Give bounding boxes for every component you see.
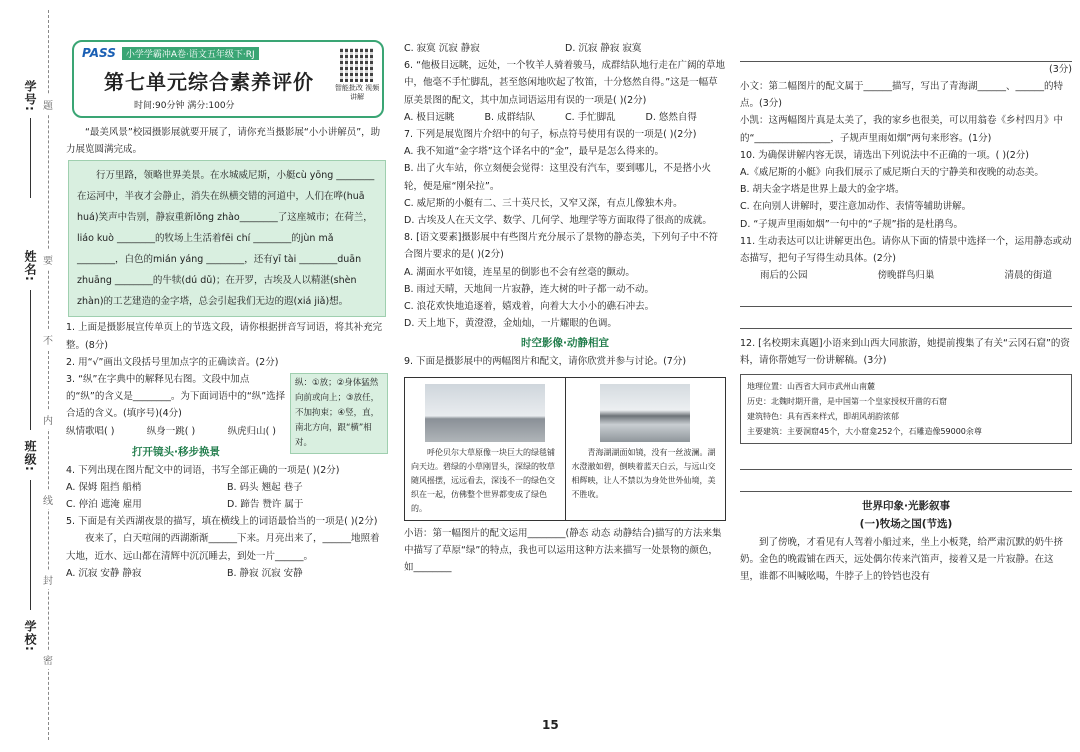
photo-card-lake <box>566 378 726 520</box>
qr-caption: 智能批改 视频讲解 <box>334 84 380 101</box>
question-6: 6. “他极目远眺，远处，一个牧羊人骑着骏马，成群结队地行走在广阔的草地中，他毫不手忙脚乱，甚至悠闲地吹起了牧笛，十分悠然自得。”这是一幅草原美景图的配文，其中加点词语运用有误的一项是( )(2分) <box>404 60 726 106</box>
q3-words <box>66 423 286 441</box>
answer-line <box>740 307 1072 329</box>
question-12: 12. [名校期末真题]小语来到山西大同旅游，她提前搜集了有关“云冈石窟”的资料，请你帮她写一份讲解稿。(3分) <box>740 338 1070 367</box>
q5-options-row <box>66 565 388 582</box>
option: B. 雨过天晴，天地间一片寂静，连大树的叶子都一动不动。 <box>404 283 655 295</box>
scene-option: 雨后的公园 <box>760 270 808 282</box>
option: A.《威尼斯的小艇》向我们展示了威尼斯白天的宁静美和夜晚的动态美。 <box>740 167 1044 179</box>
section-heading: 时空影像·动静相宜 <box>521 337 609 350</box>
question-4: 4. 下列出现在图片配文中的词语，书写全部正确的一项是( )(2分) <box>66 464 340 476</box>
answer-line <box>740 40 1072 62</box>
dictionary-note: 纵：①放；②身体猛然向前或向上；③放任，不加拘束；④竖，直，南北方向，跟“横”相对。 <box>290 373 388 454</box>
option: C. 威尼斯的小艇有二、三十英尺长，又窄又深，有点儿像独木舟。 <box>404 197 683 209</box>
q4-options-row <box>66 479 388 496</box>
brand-logo: PASS <box>82 46 116 60</box>
option: B. 胡夫金字塔是世界上最大的金字塔。 <box>740 184 905 196</box>
option: D. 悠然自得 <box>645 111 697 123</box>
id-label: 学号: <box>23 80 37 112</box>
question-1: 1. 上面是摄影展宣传单页上的节选文段，请你根据拼音写词语，将其补充完整。(8分) <box>66 322 383 351</box>
section-heading: 世界印象·光影叙事 <box>862 499 950 512</box>
photo-caption: 青海湖湖面如镜，没有一丝波澜。湖水澄澈如碧，倒映着蓝天白云，与远山交相辉映，让人不禁以为身处世外仙境，美不胜收。 <box>571 447 716 499</box>
photo-card-grassland <box>405 378 566 520</box>
question-9c: 小凯：这两幅图片真是太美了，我的家乡也很美，可以用翁卷《乡村四月》中的“________________，子规声里雨如烟”两句来形容。(1分) <box>740 115 1064 144</box>
question-9: 9. 下面是摄影展中的两幅图片和配文，请你欣赏并参与讨论。(7分) <box>404 356 687 368</box>
series-label: 小学学霸冲A卷·语文五年级下·RJ <box>122 47 259 60</box>
option: A. 保姆 阻挡 船梢 <box>66 481 142 493</box>
qr-code-overlay <box>340 48 374 82</box>
seal-char: 内 <box>43 410 53 429</box>
info-line: 历史：北魏时期开凿，是中国第一个皇家授权开凿的石窟 <box>747 396 947 406</box>
question-9a: 小语：第一幅图片的配文运用________(静态 动态 动静结合)描写的方法来集中描写了草原“绿”的特点，我也可以运用这种方法来描写一处景物的颜色，如________ <box>404 527 722 574</box>
question-5: 5. 下面是有关西湖夜景的描写，填在横线上的词语最恰当的一项是( )(2分) <box>66 516 378 528</box>
question-10: 10. 为确保讲解内容无误，请选出下列说法中不正确的一项。( )(2分) <box>740 149 1030 161</box>
option: A. 湖面水平如镜，连星星的倒影也不会有丝毫的颤动。 <box>404 266 635 278</box>
q5-options-row <box>404 40 726 57</box>
seal-char: 不 <box>43 330 53 349</box>
header-top <box>82 46 259 60</box>
scene-option: 傍晚群鸟归巢 <box>877 270 935 282</box>
option: A. 极目远眺 <box>404 111 455 123</box>
option: A. 沉寂 安静 静寂 <box>66 567 142 579</box>
question-9b: 小文：第二幅图片的配文属于______描写，写出了青海湖______、______的特点。(3分) <box>740 81 1064 110</box>
school-label: 学校: <box>23 620 37 652</box>
binding-gutter <box>0 0 62 752</box>
option: D. 蹄告 赞许 属于 <box>227 499 304 511</box>
q3-word: 纵身一跳( ) <box>146 425 196 437</box>
seal-char: 要 <box>43 250 53 269</box>
page-number: 15 <box>542 718 559 732</box>
reading-passage: 到了傍晚，才看见有人驾着小船过来，坐上小板凳，给严肃沉默的奶牛挤奶。金色的晚霞铺在西天，远处偶尔传来汽笛声，接着又是一片寂静。在这里，谁都不叫喊吆喝，牛脖子上的铃铛也没有 <box>740 536 1064 583</box>
exam-meta: 时间:90分钟 满分:100分 <box>134 101 235 111</box>
class-label: 班级: <box>23 440 37 472</box>
intro-text: “最美风景”校园摄影展就要开展了，请你充当摄影展“小小讲解员”，助力展览圆满完成。 <box>66 127 381 156</box>
q3-word: 纵情歌唱( ) <box>66 425 115 437</box>
seal-char: 题 <box>43 95 53 114</box>
question-11: 11. 生动表达可以让讲解更出色。请你从下面的情景中选择一个，运用静态或动态描写，把句子写得生动具体。(2分) <box>740 235 1072 265</box>
pinyin-passage: 行万里路，领略世界美景。在水城威尼斯，小艇cù yōng ________在运河中，半夜才会静止，消失在纵横交错的河道中，人们在哗(huā huá)笑声中告别，静寂重新lǒng zhào________了这座城市；在荷兰，liáo kuò ________的牧场上生活着fēi chí ________的jùn mǎ ________，白色的mián yáng ________，还有yī tài ________duān zhuāng ________的牛犊(dú dǔ)；在开罗，古埃及人以精湛(shèn zhàn)的工艺建造的金字塔，总会引起我们无边的遐(xiá jiǎ)想。 <box>68 160 386 317</box>
option: C. 手忙脚乱 <box>565 111 616 123</box>
option: B. 静寂 沉寂 安静 <box>227 567 303 579</box>
seal-dashed-line <box>48 10 49 740</box>
option: B. 出了火车站，你立刻便会觉得：这里没有汽车，要到哪儿，不是搭小火轮，便是雇“刚朵拉”。 <box>404 163 712 192</box>
info-line: 主要建筑：主要洞窟45个，大小窟龛252个，石雕造像59000余尊 <box>747 426 982 436</box>
option: D. 沉寂 静寂 寂寞 <box>565 43 642 54</box>
option: B. 成群结队 <box>484 111 536 123</box>
seal-char: 线 <box>43 490 53 509</box>
q11-scenes <box>740 267 1072 285</box>
name-label: 姓名: <box>23 250 37 282</box>
scene-option: 清晨的街道 <box>1004 270 1052 282</box>
answer-line <box>740 470 1072 492</box>
grassland-photo <box>425 384 545 442</box>
photo-caption: 呼伦贝尔大草原像一块巨大的绿毯铺向天边。碧绿的小草刚冒头，深绿的牧草随风摇摆，远远看去，深浅不一的绿色交织在一起，仿佛整个世界都变成了绿色的。 <box>411 447 555 513</box>
info-line: 地理位置：山西省大同市武州山南麓 <box>747 381 875 391</box>
option: A. 我不知道“金字塔”这个译名中的“金”，最早是怎么得来的。 <box>404 146 665 158</box>
school-line <box>30 560 31 610</box>
option: C. 寂寞 沉寂 静寂 <box>404 43 480 54</box>
column-left <box>66 0 388 752</box>
q5-text: 夜来了，白天喧闹的西湖渐渐______下来。月亮出来了，______地照着大地，近水、远山都在清辉中沉沉睡去，到处一片______。 <box>66 533 380 562</box>
q6-options-row <box>404 109 726 126</box>
score-label: (3分) <box>1049 64 1072 75</box>
question-7: 7. 下列是展览图片介绍中的句子，标点符号使用有误的一项是( )(2分) <box>404 129 697 141</box>
lake-photo <box>600 384 690 442</box>
column-middle <box>404 0 726 752</box>
id-line <box>30 118 31 198</box>
info-box <box>740 374 1072 444</box>
q3-word: 纵虎归山( ) <box>227 425 276 437</box>
answer-line <box>740 285 1072 307</box>
option: C. 在向别人讲解时，要注意加动作、表情等辅助讲解。 <box>740 201 972 213</box>
photo-panel <box>404 377 726 521</box>
option: C. 浪花欢快地追逐着，嬉戏着，向着大大小小的礁石冲去。 <box>404 301 655 313</box>
q4-options-row <box>66 496 388 513</box>
question-8: 8. [语文要素]摄影展中有些图片充分展示了景物的静态美，下列句子中不符合图片要求的是( )(2分) <box>404 232 718 261</box>
option: B. 码头 翘起 巷子 <box>227 481 303 493</box>
column-right <box>740 0 1072 752</box>
option: D. “子规声里雨如烟”一句中的“子规”指的是杜鹃鸟。 <box>740 218 964 230</box>
section-heading: 打开镜头·移步换景 <box>132 445 220 458</box>
name-line <box>30 290 31 430</box>
seal-char: 封 <box>43 570 53 589</box>
reading-title: (一)牧场之国(节选) <box>859 517 953 530</box>
exam-header <box>72 40 384 118</box>
option: D. 天上地下，黄澄澄，金灿灿，一片耀眼的色调。 <box>404 318 617 330</box>
answer-line <box>740 448 1072 470</box>
option: C. 停泊 遮淹 雇用 <box>66 499 142 511</box>
option: D. 古埃及人在天文学、数学、几何学、地理学等方面取得了很高的成就。 <box>404 215 712 227</box>
question-2: 2. 用“√”画出文段括号里加点字的正确读音。(2分) <box>66 356 279 368</box>
info-line: 建筑特色：具有西来样式，即胡风胡韵浓郁 <box>747 411 899 421</box>
page-title: 第七单元综合素养评价 <box>104 70 314 94</box>
question-3: 3. “纵”在字典中的解释见右图。文段中加点的“纵”的含义是________。为下面词语中的“纵”选择合适的含义。(填序号)(4分) <box>66 374 286 420</box>
seal-char: 密 <box>43 650 53 669</box>
